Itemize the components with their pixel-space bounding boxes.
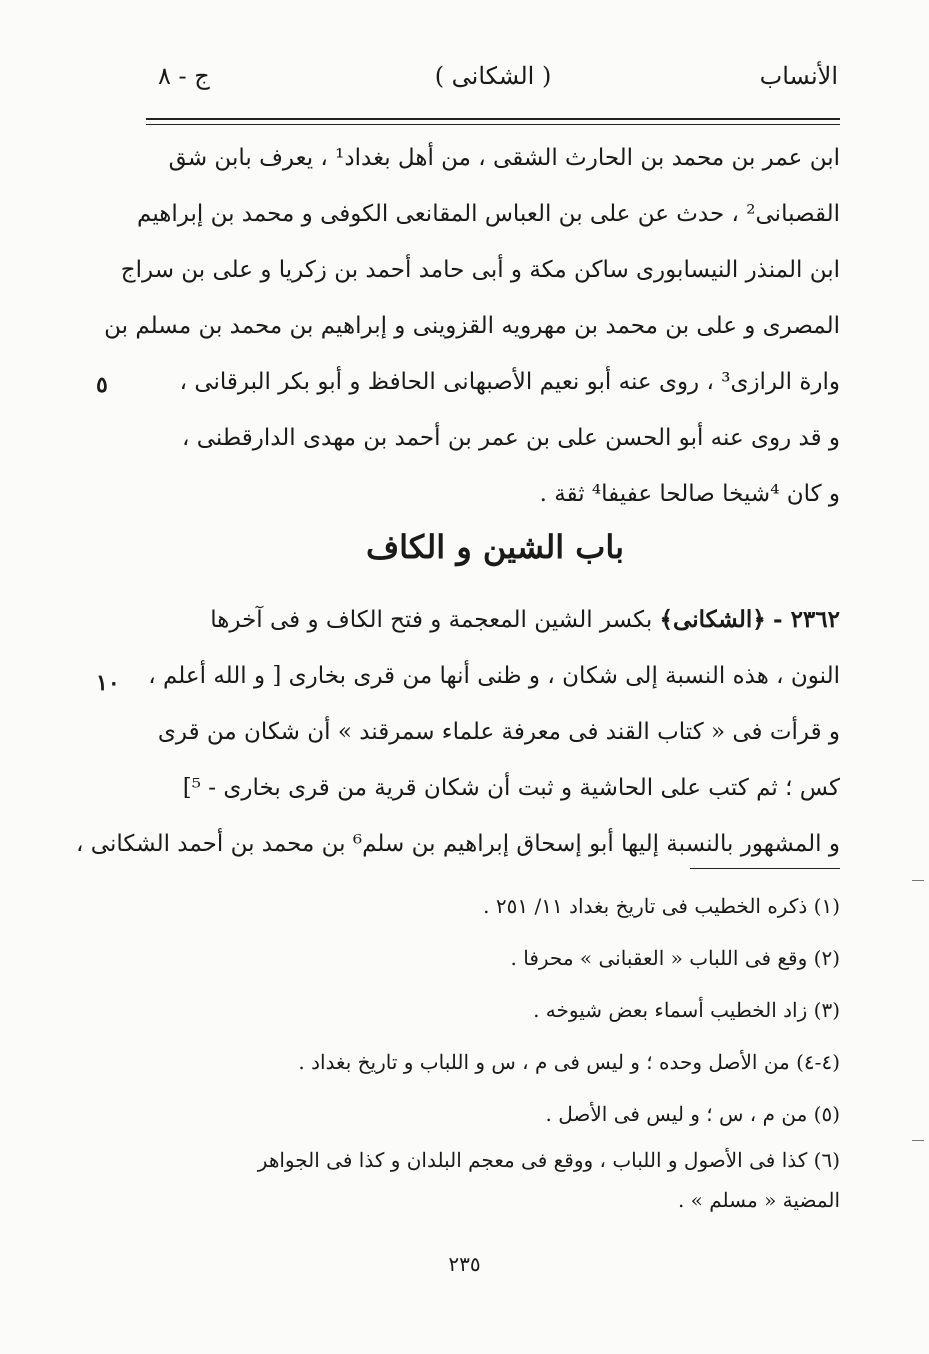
footnote-continuation: المضية « مسلم » . bbox=[677, 1188, 840, 1212]
running-head bbox=[148, 62, 838, 102]
text-line: و كان ⁴شيخا صالحا عفيفا⁴ ثقة . bbox=[539, 481, 840, 507]
footnote: (٥) من م ، س ؛ و ليس فى الأصل . bbox=[545, 1102, 840, 1126]
entry-continuation bbox=[104, 130, 840, 522]
text-line: ابن عمر بن محمد بن الحارث الشقى ، من أهل بغداد¹ ، يعرف بابن شق bbox=[168, 145, 840, 171]
header-rule-thin bbox=[146, 124, 840, 125]
entry-first-line-text: بكسر الشين المعجمة و فتح الكاف و فى آخرها bbox=[210, 607, 660, 633]
text-line: و قرأت فى « كتاب القند فى معرفة علماء سمرقند » أن شكان من قرى bbox=[157, 719, 840, 745]
text-line: و المشهور بالنسبة إليها أبو إسحاق إبراهيم بن سلم⁶ بن محمد بن أحمد الشكانى ، bbox=[76, 831, 840, 857]
footnote: (٢) وقع فى اللباب « العقبانى » محرفا . bbox=[510, 946, 840, 970]
footnote: (٦) كذا فى الأصول و اللباب ، ووقع فى معجم البلدان و كذا فى الجواهر bbox=[257, 1148, 840, 1172]
footnote: (٣) زاد الخطيب أسماء بعض شيوخه . bbox=[533, 998, 840, 1022]
entry-number: ٢٣٦٢ - bbox=[773, 606, 840, 633]
text-line: المصرى و على بن محمد بن مهرويه القزوينى و إبراهيم بن محمد بن مسلم بن bbox=[104, 313, 840, 339]
footnote-rule bbox=[690, 868, 840, 869]
line-number-marker: ١٠ bbox=[96, 670, 120, 696]
section-heading: باب الشين و الكاف bbox=[365, 528, 625, 566]
text-line: ابن المنذر النيسابورى ساكن مكة و أبى حامد أحمد بن زكريا و على بن سراج bbox=[120, 257, 840, 283]
page-number: ٢٣٥ bbox=[448, 1252, 481, 1276]
running-head-title: الأنساب bbox=[759, 62, 838, 90]
scan-edge-mark bbox=[912, 880, 924, 881]
text-line: وارة الرازى³ ، روى عنه أبو نعيم الأصبهانى الحافظ و أبو بكر البرقانى ، bbox=[179, 369, 840, 395]
running-head-entry: ( الشكانى ) bbox=[434, 62, 552, 90]
entry-headword: ﴿الشكانى﴾ bbox=[659, 606, 766, 633]
text-line: القصبانى² ، حدث عن على بن العباس المقانعى الكوفى و محمد بن إبراهيم bbox=[137, 201, 840, 227]
footnote: (١) ذكره الخطيب فى تاريخ بغداد ١١/ ٢٥١ . bbox=[483, 894, 840, 918]
text-line: و قد روى عنه أبو الحسن على بن عمر بن أحمد بن مهدى الدارقطنى ، bbox=[182, 425, 840, 451]
text-line: النون ، هذه النسبة إلى شكان ، و ظنى أنها من قرى بخارى [ و الله أعلم ، bbox=[148, 663, 840, 689]
scan-edge-mark bbox=[912, 1140, 924, 1141]
footnotes bbox=[150, 880, 840, 1220]
running-head-volume: ج - ٨ bbox=[158, 62, 210, 90]
line-number-marker: ٥ bbox=[96, 372, 108, 398]
entry-first-line bbox=[150, 592, 840, 648]
footnote: (٤-٤) من الأصل وحده ؛ و ليس فى م ، س و اللباب و تاريخ بغداد . bbox=[298, 1050, 840, 1074]
text-line: كس ؛ ثم كتب على الحاشية و ثبت أن شكان قرية من قرى بخارى - ⁵] bbox=[182, 775, 840, 801]
header-rule bbox=[146, 118, 840, 120]
